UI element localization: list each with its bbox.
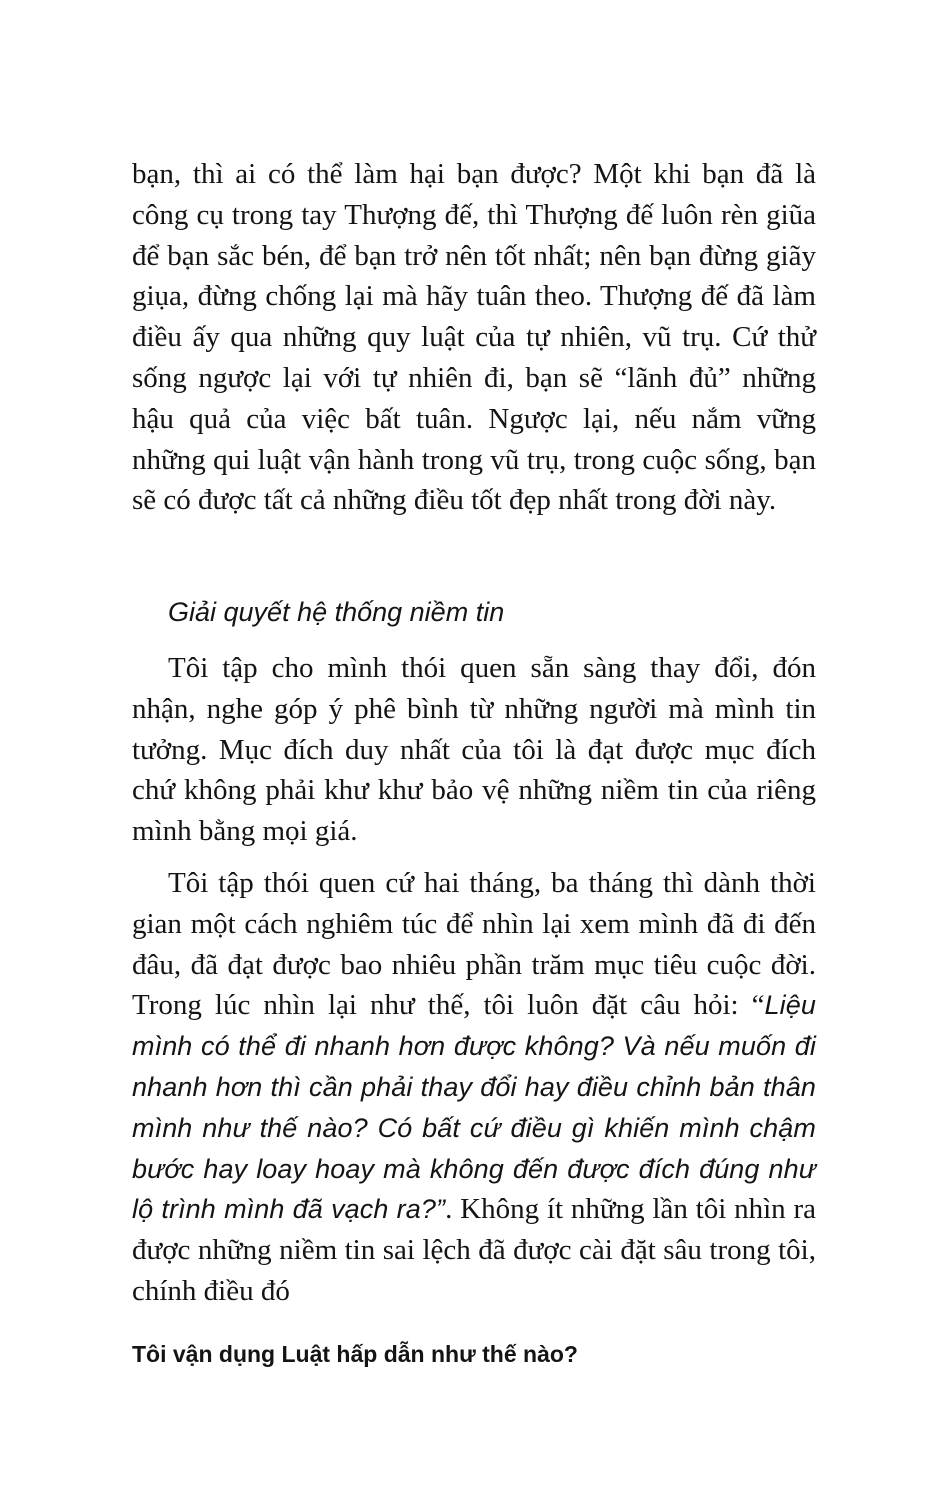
- paragraph-rest-text: . Không ít những lần tôi nhìn ra được những niềm tin sai lệch đã được cài đặt sâu trong tôi, chính điều đó: [132, 1193, 816, 1307]
- paragraph-belief-change: Tôi tập cho mình thói quen sẵn sàng thay đổi, đón nhận, nghe góp ý phê bình từ những người mà mình tin tưởng. Mục đích duy nhất của tôi là đạt được mục đích chứ không phải khư khư bảo vệ những niềm tin của riêng mình bằng mọi giá.: [132, 652, 816, 848]
- running-footer-title: Tôi vận dụng Luật hấp dẫn như thế nào?: [132, 1341, 578, 1367]
- section-heading: Giải quyết hệ thống niềm tin: [168, 597, 505, 627]
- italic-question-text: Liệu mình có thể đi nhanh hơn được không? Và nếu muốn đi nhanh hơn thì cần phải thay đổi hay điều chỉnh bản thân mình như thế nào? Có bất cứ điều gì khiến mình chậm bước hay loay hoay mà không đến được đích đúng như lộ trình mình đã vạch ra?”: [132, 990, 816, 1225]
- paragraph-continuation: bạn, thì ai có thể làm hại bạn được? Một khi bạn đã là công cụ trong tay Thượng đế, thì Thượng đế luôn rèn giũa để bạn sắc bén, để bạn trở nên tốt nhất; nên bạn đừng giãy giụa, đừng chống lại mà hãy tuân theo. Thượng đế đã làm điều ấy qua những quy luật của tự nhiên, vũ trụ. Cứ thử sống ngược lại với tự nhiên đi, bạn sẽ “lãnh đủ” những hậu quả của việc bất tuân. Ngược lại, nếu nắm vững những qui luật vận hành trong vũ trụ, trong cuộc sống, bạn sẽ có được tất cả những điều tốt đẹp nhất trong đời này.: [132, 158, 816, 517]
- paragraph-intro-text: Tôi tập thói quen cứ hai tháng, ba tháng thì dành thời gian một cách nghiêm túc để nhìn lại xem mình đã đi đến đâu, đã đạt được bao nhiêu phần trăm mục tiêu cuộc đời. Trong lúc nhìn lại như thế, tôi luôn đặt câu hỏi: “: [132, 867, 816, 1022]
- paragraph-self-review: [132, 863, 816, 1312]
